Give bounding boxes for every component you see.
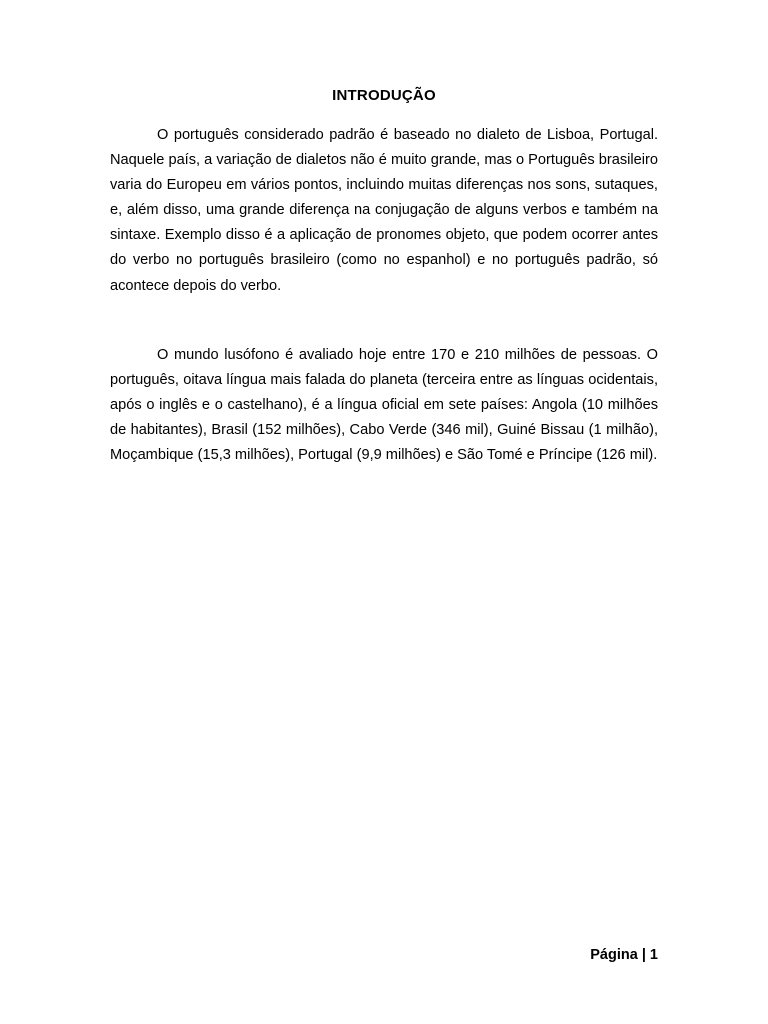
paragraph-1 [110,123,658,299]
paragraph-text: O mundo lusófono é avaliado hoje entre 170 e 210 milhões de pessoas. O português, oitava língua mais falada do planeta (terceira entre as línguas ocidentais, após o inglês e o castelhano), é a língua oficial em sete países: Angola (10 milhões de habitantes), Brasil (152 milhões), Cabo Verde (346 mil), Guiné Bissau (1 milhão), Moçambique (15,3 milhões), Portugal (9,9 milhões) e São Tomé e Príncipe (126 mil). [110,347,658,464]
paragraph-2 [110,343,658,468]
page-number: Página | 1 [590,947,658,963]
paragraph-text: O português considerado padrão é baseado no dialeto de Lisboa, Portugal. Naquele país, a variação de dialetos não é muito grande, mas o Português brasileiro varia do Europeu em vários pontos, incluindo muitas diferenças nos sons, sutaques, e, além disso, uma grande diferença na conjugação de alguns verbos e também na sintaxe. Exemplo disso é a aplicação de pronomes objeto, que podem ocorrer antes do verbo no português brasileiro (como no espanhol) e no português padrão, só acontece depois do verbo. [110,127,658,294]
page-title: INTRODUÇÃO [332,87,436,104]
